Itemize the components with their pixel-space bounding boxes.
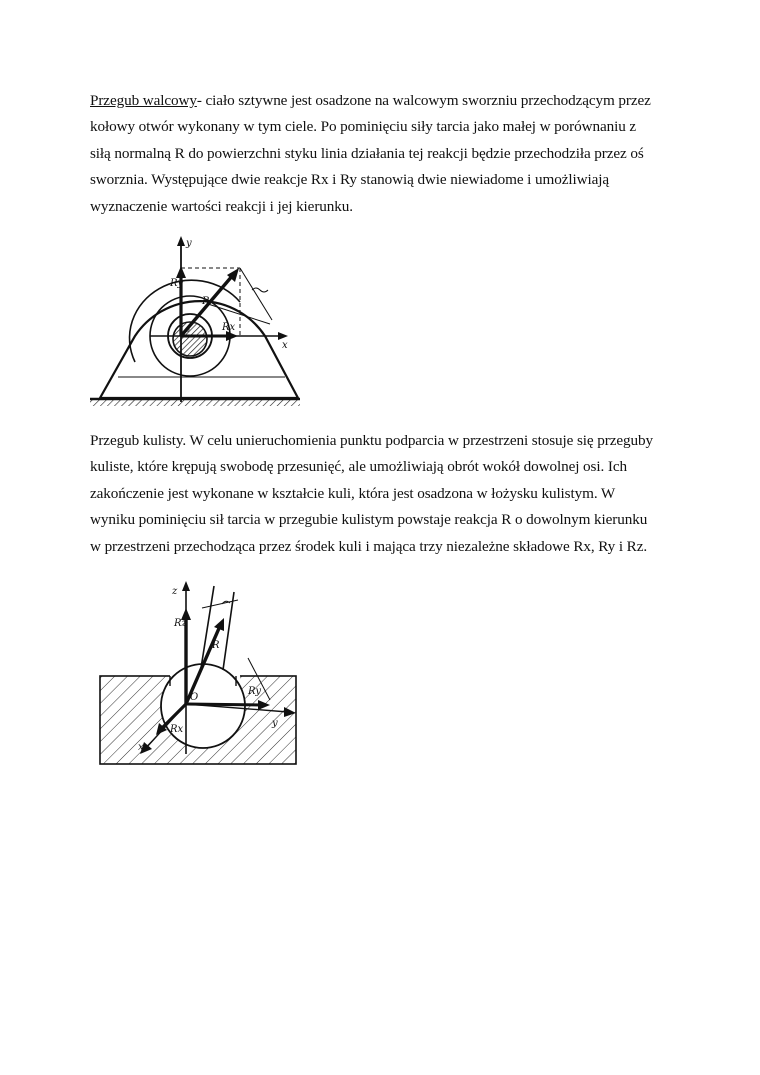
rx-label: Rx — [222, 322, 236, 333]
paragraph-line: kołowy otwór wykonany w tym ciele. Po pominięciu siły tarcia jako małej w porównaniu z — [90, 118, 637, 136]
x-axis-label: x — [138, 742, 144, 753]
paragraph-line: kuliste, które krępują swobodę przesunięć, ale umożliwiają obrót wokół dowolnej osi. Ich — [90, 458, 627, 476]
paragraph-line: sworznia. Występujące dwie reakcje Rx i Ry stanowią dwie niewiadome i umożliwiają — [90, 171, 609, 189]
ball-joint-diagram — [98, 578, 303, 770]
x-axis-label: x — [282, 340, 288, 351]
r-label: R — [202, 296, 210, 307]
ry-label: Ry — [248, 686, 262, 697]
z-axis-label: z — [172, 586, 178, 597]
x-axis-arrowhead — [278, 332, 288, 340]
term-cylindrical-joint: Przegub walcowy — [90, 92, 197, 109]
extension-line — [208, 304, 270, 324]
ground-hatch — [90, 400, 300, 406]
paragraph-line: wyznaczenie wartości reakcji i jej kierunku. — [90, 197, 353, 215]
paragraph-ball-joint — [90, 428, 690, 560]
z-axis-arrowhead — [182, 581, 190, 591]
center-label: 0 — [186, 327, 190, 334]
paragraph-text: - ciało sztywne jest osadzone na walcowym sworzniu przechodzącym przez — [196, 92, 651, 109]
ry-label: Ry — [170, 278, 184, 289]
figure-ball-joint — [98, 578, 303, 770]
y-axis-arrowhead — [177, 236, 185, 246]
paragraph-line: siłą normalną R do powierzchni styku linia działania tej reakcji będzie przechodziła przez oś — [90, 144, 644, 162]
paragraph-line: w przestrzeni przechodząca przez środek kuli i mająca trzy niezależne składowe Rx, Ry i Rz. — [90, 537, 648, 555]
cylindrical-joint-diagram — [90, 232, 305, 412]
paragraph-cylindrical-joint — [90, 88, 690, 220]
paragraph-line: wyniku pominięciu sił tarcia w przegubie kulistym powstaje reakcja R o dowolnym kierunku — [90, 511, 648, 529]
center-label: O — [190, 692, 199, 703]
paragraph-line: zakończenie jest wykonane w kształcie kuli, która jest osadzona w łożysku kulistym. W — [90, 484, 616, 502]
figure-cylindrical-joint — [90, 232, 305, 412]
ry-vector — [186, 704, 262, 705]
rz-label: Rz — [174, 618, 187, 629]
dimension-line — [240, 268, 272, 320]
stem-right-edge — [223, 592, 234, 670]
rx-label: Rx — [170, 724, 184, 735]
y-axis-label: y — [186, 238, 192, 249]
paragraph-line — [90, 88, 690, 114]
paragraph-line: Przegub kulisty. W celu unieruchomienia punktu podparcia w przestrzeni stosuje się przeguby — [90, 432, 653, 449]
r-label: R — [212, 640, 220, 651]
y-axis-label: y — [272, 718, 278, 729]
